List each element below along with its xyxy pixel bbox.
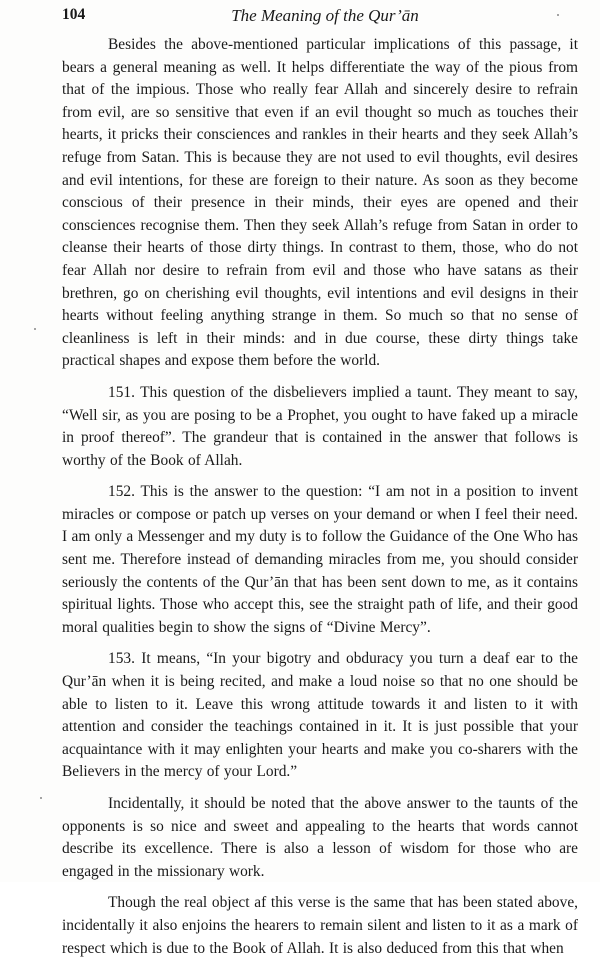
scan-speck [40,797,42,799]
scan-speck [34,328,36,330]
footnote-152: 152. This is the answer to the question: “I am not in a position to invent miracles or compose or patch up verses on your demand or when I feel their need. I am only a Messenger and my duty is to follow the Guidance of the One Who has sent me. Therefore instead of demanding miracles from me, you should consider seriously the contents of the Qur’ān that has been sent down to me, as it contains spiritual lights. Those who accept this, see the straight path of life, and their good moral qualities begin to show the signs of “Divine Mercy”. [62,483,578,636]
paragraph-real-object: Though the real object af this verse is the same that has been stated above, incidentally it also enjoins the hearers to remain silent and listen to it as a mark of respect which is due to the Book of Allah. It is also deduced from this that when [62,894,578,957]
scan-speck [557,14,559,16]
page-body [62,34,578,969]
page-number: 104 [62,6,86,23]
running-title: The Meaning of the Qur’ān [231,6,419,25]
paragraph-general-meaning: Besides the above-mentioned particular implications of this passage, it bears a general meaning as well. It helps differentiate the way of the pious from that of the impious. Those who really fear Allah and sincerely desire to refrain from evil, are so sensitive that even if an evil thought so much as touches their hearts, it pricks their consciences and rankles in their hearts and they seek Allah’s refuge from Satan. This is because they are not used to evil thoughts, evil desires and evil intentions, for these are foreign to their nature. As soon as they become conscious of their presence in their minds, their eyes are opened and their consciences recognise them. Then they seek Allah’s refuge from Satan in order to cleanse their hearts of those dirty things. In contrast to them, those, who do not fear Allah nor desire to refrain from evil and those who have satans as their brethren, go on cherishing evil thoughts, evil intentions and evil designs in their hearts without feeling anything strange in them. So much so that no sense of cleanliness is left in their minds: and in due course, these dirty things take practical shapes and expose them before the world. [62,36,578,370]
footnote-153: 153. It means, “In your bigotry and obduracy you turn a deaf ear to the Qur’ān when it is being recited, and make a loud noise so that no one should be able to listen to it. Leave this wrong attitude towards it and listen to it with attention and consider the teachings contained in it. It is just possible that your acquaintance with it may enlighten your hearts and make you co-sharers with the Believers in the mercy of your Lord.” [62,650,578,781]
paragraph-incidentally: Incidentally, it should be noted that the above answer to the taunts of the opponents is so nice and sweet and appealing to the hearts that words cannot describe its excellence. There is also a lesson of wisdom for those who are engaged in the missionary work. [62,795,578,880]
page-header [62,6,578,30]
footnote-151: 151. This question of the disbelievers implied a taunt. They meant to say, “Well sir, as you are posing to be a Prophet, you ought to have faked up a miracle in proof thereof”. The grandeur that is contained in the answer that follows is worthy of the Book of Allah. [62,383,578,469]
